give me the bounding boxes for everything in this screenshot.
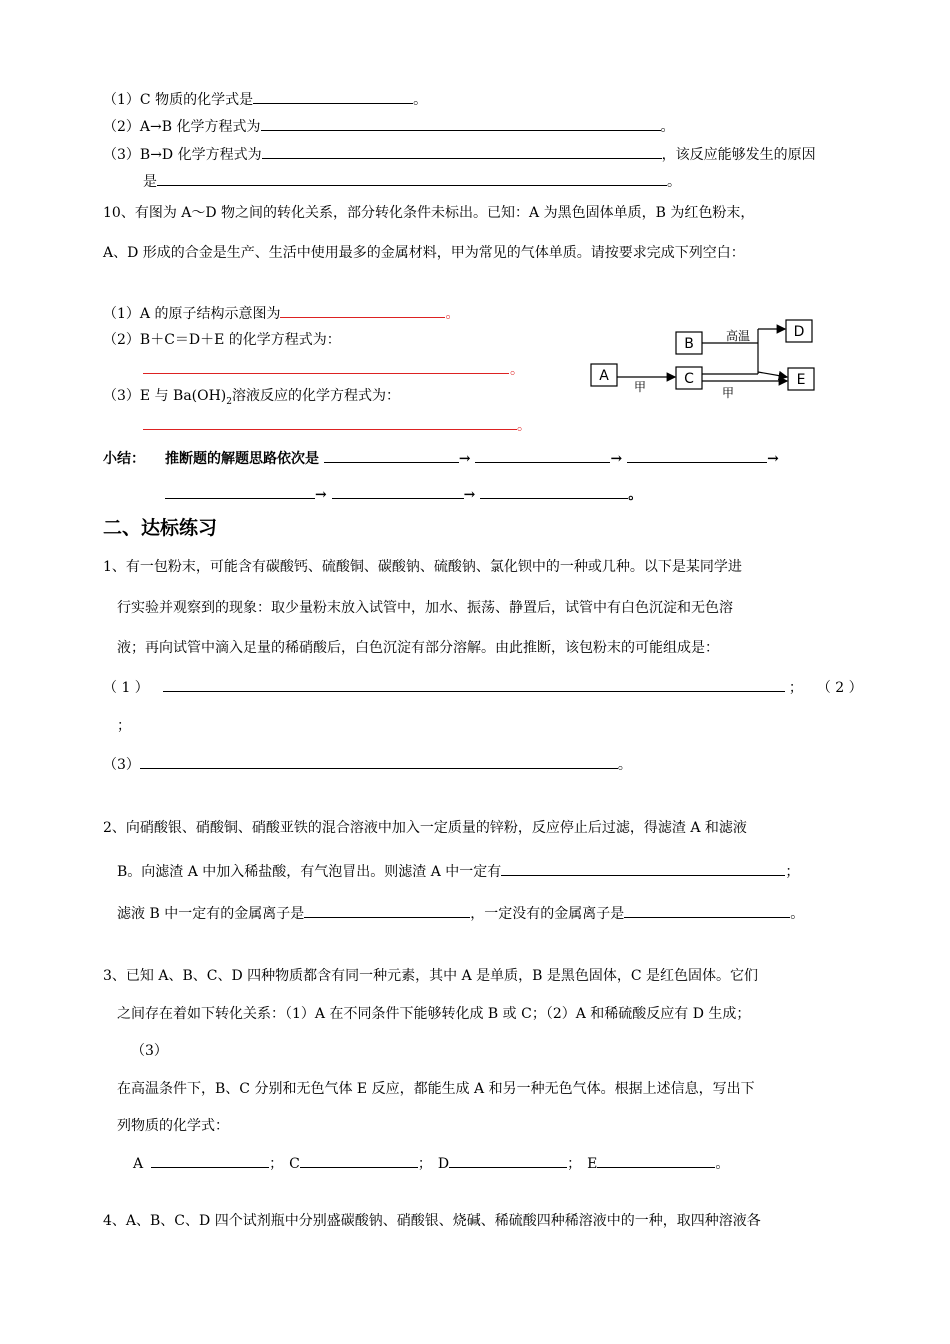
- q9-blank-4[interactable]: [157, 170, 667, 186]
- q10-sub-3-end: 。: [517, 418, 531, 434]
- p4-line-1: 4、A、B、C、D 四个试剂瓶中分别盛碳酸钠、硝酸银、烧碱、稀硫酸四种稀溶液中的一种，取四种溶液各: [103, 1213, 761, 1229]
- reaction-diagram: [588, 317, 828, 407]
- p2-blank-3[interactable]: [624, 902, 790, 918]
- q9-line-4: 是 。: [143, 170, 681, 192]
- p3-blank-e[interactable]: [597, 1152, 715, 1168]
- p3-line-5: 列物质的化学式：: [117, 1118, 229, 1134]
- q9-blank-2[interactable]: [261, 115, 661, 131]
- label-e: E: [796, 372, 806, 388]
- p3-line-2: 之间存在着如下转化关系：（1）A 在不同条件下能够转化成 B 或 C；（2）A 和稀硫酸反应有 D 生成；: [117, 1006, 751, 1022]
- p2-blank-2[interactable]: [304, 902, 470, 918]
- q10-answer-line-2[interactable]: [143, 373, 509, 374]
- label-jia-1: 甲: [634, 380, 647, 394]
- q10-answer-line-3[interactable]: [143, 429, 517, 430]
- p3-line-4: 在高温条件下，B、C 分别和无色气体 E 反应，都能生成 A 和另一种无色气体。根据上述信息，写出下: [117, 1081, 755, 1097]
- q9-line-1: （1）C 物质的化学式是 。: [103, 88, 427, 110]
- p3-line-1: 3、已知 A、B、C、D 四种物质都含有同一种元素，其中 A 是单质，B 是黑色固体，C 是红色固体。它们: [103, 968, 759, 984]
- p3-line-3: （3）: [131, 1043, 168, 1059]
- q10-intro-1: 10、有图为 A～D 物之间的转化关系，部分转化条件未标出。已知：A 为黑色固体单质，B 为红色粉末，: [103, 205, 755, 221]
- summary-line-1: 小结： 推断题的解题思路依次是 → → →: [103, 447, 779, 469]
- label-d: D: [793, 324, 805, 340]
- summary-blank-3[interactable]: [627, 447, 767, 463]
- p1-semi-2: ；: [117, 718, 131, 734]
- q9-line-2: （2）A→B 化学方程式为 。: [103, 115, 675, 137]
- summary-blank-5[interactable]: [332, 483, 464, 499]
- section-2-title: 二、达标练习: [103, 517, 218, 539]
- summary-blank-2[interactable]: [475, 447, 610, 463]
- label-high-temp: 高温: [726, 329, 751, 343]
- arrow-to-e-1: [758, 372, 787, 377]
- p1-blank-3[interactable]: [140, 753, 618, 769]
- p2-blank-1[interactable]: [501, 860, 785, 876]
- label-a: A: [599, 368, 609, 384]
- q9-blank-1[interactable]: [253, 88, 413, 104]
- q10-sub-2-end: 。: [510, 362, 524, 378]
- p1-line-4: （ 1 ） ； （ 2 ）: [103, 676, 863, 698]
- q9-line-3: （3）B→D 化学方程式为 ，该反应能够发生的原因: [103, 143, 816, 165]
- p1-line-6: （3） 。: [103, 753, 632, 775]
- q10-intro-2: A、D 形成的合金是生产、生活中使用最多的金属材料，甲为常见的气体单质。请按要求完成下列空白：: [103, 245, 745, 261]
- p3-blank-c[interactable]: [300, 1152, 418, 1168]
- p1-blank-1[interactable]: [163, 676, 785, 692]
- summary-blank-4[interactable]: [165, 483, 315, 499]
- label-jia-2: 甲: [722, 386, 735, 400]
- p2-line-2: B。向滤渣 A 中加入稀盐酸，有气泡冒出。则滤渣 A 中一定有 ；: [117, 860, 799, 882]
- q10-sub-3: （3）E 与 $Ba(OH)_2$溶液反应的化学方程式为：: [103, 388, 401, 407]
- q10-sub-1: （1）A 的原子结构示意图为 。: [103, 302, 459, 324]
- p1-line-1: 1、有一包粉末，可能含有碳酸钙、硫酸铜、碳酸钠、硫酸钠、氯化钡中的一种或几种。以下是某同学进: [103, 559, 742, 575]
- p1-line-3: 液；再向试管中滴入足量的稀硝酸后，白色沉淀有部分溶解。由此推断，该包粉末的可能组成是：: [117, 640, 719, 656]
- p1-line-2: 行实验并观察到的现象：取少量粉末放入试管中，加水、振荡、静置后，试管中有白色沉淀和无色溶: [117, 600, 733, 616]
- summary-blank-1[interactable]: [324, 447, 459, 463]
- p3-answers: A ； C ； D ； E 。: [133, 1152, 729, 1174]
- label-b: B: [684, 336, 694, 352]
- label-c: C: [684, 371, 694, 387]
- q9-blank-3[interactable]: [262, 143, 662, 159]
- p3-blank-a[interactable]: [151, 1152, 269, 1168]
- summary-blank-6[interactable]: [480, 483, 628, 499]
- q10-sub-2: （2）B＋C＝D＋E 的化学方程式为：: [103, 332, 341, 348]
- p2-line-1: 2、向硝酸银、硝酸铜、硝酸亚铁的混合溶液中加入一定质量的锌粉，反应停止后过滤，得滤渣 A 和滤液: [103, 820, 747, 836]
- p2-line-3: 滤液 B 中一定有的金属离子是 ，一定没有的金属离子是 。: [117, 902, 804, 924]
- p3-blank-d[interactable]: [449, 1152, 567, 1168]
- q10-blank-1[interactable]: [280, 302, 445, 318]
- summary-line-2: → → 。: [165, 483, 642, 505]
